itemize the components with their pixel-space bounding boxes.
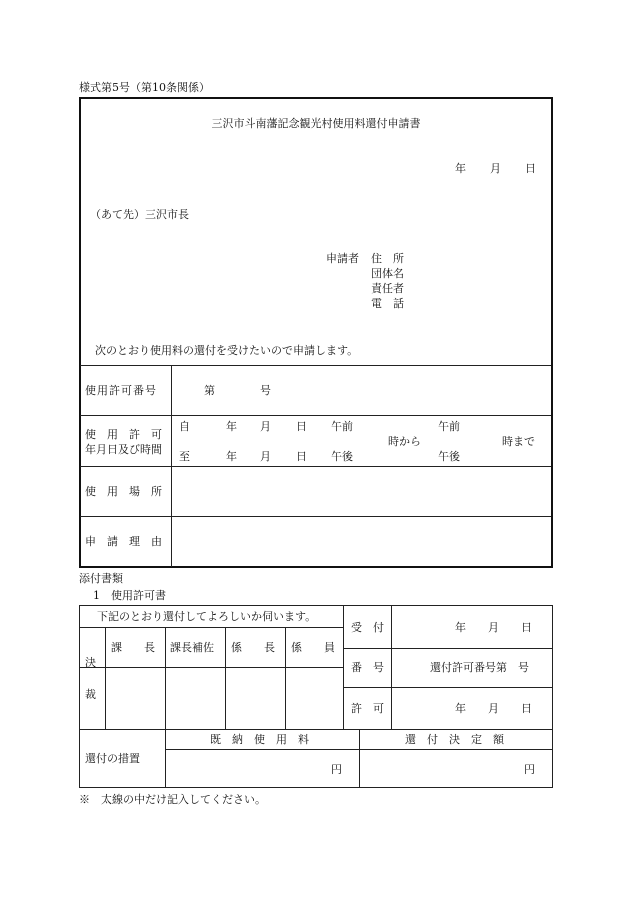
period-to-time-pm: 午後	[438, 450, 460, 463]
decision-divider	[285, 627, 286, 730]
permit-date: 年 月 日	[455, 702, 532, 715]
decision-divider	[165, 627, 166, 730]
receipt-date: 年 月 日	[455, 621, 532, 634]
paid-fee-yen: 円	[331, 763, 342, 776]
usage-place-label: 使 用 場 所	[85, 485, 162, 498]
decision-divider	[343, 605, 344, 730]
permit-label: 許 可	[351, 702, 384, 715]
refund-action-label: 還付の措置	[85, 752, 140, 765]
permit-number-dai: 第	[204, 384, 215, 397]
table-rule	[80, 415, 551, 416]
refund-divider	[165, 730, 166, 788]
decision-divider	[391, 605, 392, 730]
refund-divider	[359, 730, 360, 788]
period-label-line1: 使 用 許 可	[85, 428, 162, 441]
applicant-phone-label: 電 話	[371, 297, 404, 310]
period-label-line2: 年月日及び時間	[85, 443, 162, 456]
paid-fee-label: 既 納 使 用 料	[210, 733, 309, 746]
footnote: ※ 太線の中だけ記入してください。	[79, 793, 266, 806]
period-from: 自	[179, 420, 190, 433]
decision-side-label-sai: 裁	[85, 688, 96, 701]
attachments-title: 添付書類	[79, 572, 123, 585]
period-to-time: 時まで	[502, 435, 535, 448]
decision-side-label-ketsu: 決	[85, 656, 96, 669]
period-to-pm: 午後	[331, 450, 353, 463]
permit-number-go: 号	[260, 384, 271, 397]
refund-yen: 円	[524, 763, 535, 776]
request-text: 次のとおり使用料の還付を受けたいので申請します。	[95, 344, 359, 357]
role-staff: 係 員	[291, 641, 335, 654]
decision-rule	[79, 667, 343, 668]
role-subsection-chief: 係 長	[231, 641, 275, 654]
refund-rule	[165, 749, 553, 750]
refund-permit-number: 還付許可番号第 号	[430, 661, 529, 674]
table-rule	[80, 365, 551, 366]
period-from-am: 午前	[331, 420, 353, 433]
period-to-year: 年	[226, 450, 237, 463]
decision-rule	[79, 627, 343, 628]
period-from-month: 月	[260, 420, 271, 433]
form-number-label: 様式第5号（第10条関係）	[79, 81, 210, 94]
application-reason-label: 申 請 理 由	[85, 535, 162, 548]
decision-divider	[105, 627, 106, 730]
table-rule	[80, 466, 551, 467]
role-section-chief: 課 長	[111, 641, 155, 654]
applicant-responsible-label: 責任者	[371, 282, 404, 295]
decision-rule	[343, 648, 553, 649]
decision-divider	[225, 627, 226, 730]
applicant-address-label: 住 所	[371, 252, 404, 265]
period-to-day: 日	[296, 450, 307, 463]
table-column-rule	[171, 365, 172, 567]
period-from-time-am: 午前	[438, 420, 460, 433]
receipt-label: 受 付	[351, 621, 384, 634]
refund-decided-label: 還 付 決 定 額	[405, 733, 504, 746]
applicant-group-label: 団体名	[371, 267, 404, 280]
applicant-label: 申請者	[326, 252, 359, 265]
number-label: 番 号	[351, 661, 384, 674]
period-to: 至	[179, 450, 190, 463]
date-year: 年	[455, 162, 466, 175]
form-title: 三沢市斗南藩記念観光村使用料還付申請書	[211, 117, 421, 130]
decision-intro: 下記のとおり還付してよろしいか伺います。	[97, 610, 317, 623]
role-deputy-chief: 課長補佐	[170, 641, 214, 654]
permit-number-label: 使用許可番号	[85, 384, 157, 397]
period-to-month: 月	[260, 450, 271, 463]
period-from-time: 時から	[388, 435, 421, 448]
decision-rule	[343, 687, 553, 688]
table-rule	[80, 516, 551, 517]
date-day: 日	[525, 162, 536, 175]
period-from-year: 年	[226, 420, 237, 433]
addressee: （あて先）三沢市長	[90, 208, 189, 221]
date-month: 月	[490, 162, 501, 175]
attachment-item-1: 1 使用許可書	[93, 589, 166, 602]
period-from-day: 日	[296, 420, 307, 433]
